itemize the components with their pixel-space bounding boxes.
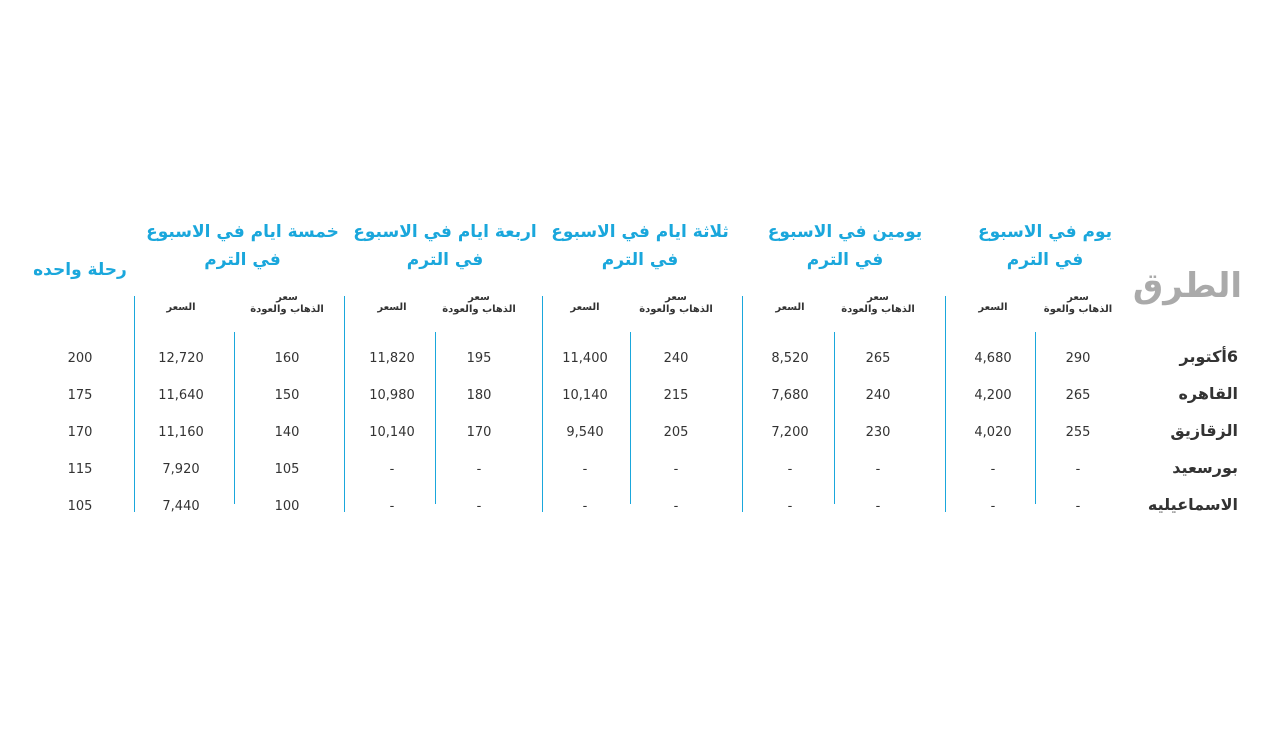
- subheader-line2: الذهاب والعوة: [1043, 304, 1113, 315]
- table-cell: 10,140: [562, 388, 608, 403]
- table-cell: -: [1075, 499, 1081, 514]
- table-cell: 9,540: [566, 425, 604, 440]
- plan-title-line1: يومين في الاسبوع: [767, 222, 923, 242]
- table-cell: 215: [663, 388, 689, 403]
- table-cell: 170: [67, 425, 93, 440]
- plan-title-line2: في الترم: [1006, 250, 1084, 270]
- table-cell: 11,640: [158, 388, 204, 403]
- subheader-line1: سعر: [867, 292, 889, 303]
- table-cell: 200: [67, 351, 93, 366]
- table-cell: -: [787, 462, 793, 477]
- price-header: السعر: [166, 302, 196, 313]
- table-cell: 240: [865, 388, 891, 403]
- table-cell: 4,020: [974, 425, 1012, 440]
- table-cell: 100: [274, 499, 300, 514]
- table-cell: 11,160: [158, 425, 204, 440]
- table-cell: 265: [865, 351, 891, 366]
- subheader-line2: الذهاب والعودة: [639, 304, 713, 315]
- round-trip-price-header: [237, 292, 337, 316]
- column-divider: [234, 332, 235, 504]
- table-cell: -: [875, 499, 881, 514]
- table-cell: 12,720: [158, 351, 204, 366]
- table-cell: -: [787, 499, 793, 514]
- plan-title-line2: في الترم: [406, 250, 484, 270]
- round-trip-price-header: [1028, 292, 1128, 316]
- route-name: الاسماعيليه: [1147, 495, 1238, 514]
- table-cell: -: [1075, 462, 1081, 477]
- route-name: الزقازيق: [1170, 421, 1238, 440]
- plan-title-line2: في الترم: [204, 250, 281, 270]
- plan-divider: [542, 296, 543, 512]
- table-cell: 175: [67, 388, 93, 403]
- plan-divider: [742, 296, 743, 512]
- table-cell: 170: [466, 425, 492, 440]
- plan-divider: [945, 296, 946, 512]
- price-header: السعر: [978, 302, 1008, 313]
- single-trip-header: رحلة واحده: [33, 260, 127, 280]
- column-divider: [435, 332, 436, 504]
- plan-title-line1: خمسة ايام في الاسبوع: [146, 222, 339, 242]
- column-divider: [834, 332, 835, 504]
- table-cell: 8,520: [771, 351, 809, 366]
- plan-title-line1: يوم في الاسبوع: [977, 222, 1113, 242]
- table-cell: 7,200: [771, 425, 809, 440]
- table-cell: -: [990, 499, 996, 514]
- subheader-line1: سعر: [1067, 292, 1089, 303]
- table-cell: 265: [1065, 388, 1091, 403]
- price-header: السعر: [775, 302, 805, 313]
- table-cell: 115: [67, 462, 93, 477]
- plan-header-1: [960, 218, 1130, 274]
- subheader-line2: الذهاب والعودة: [841, 304, 915, 315]
- price-header: السعر: [377, 302, 407, 313]
- table-cell: 150: [274, 388, 300, 403]
- table-cell: 11,820: [369, 351, 415, 366]
- plan-header-5: [145, 218, 340, 274]
- table-cell: 195: [466, 351, 492, 366]
- table-cell: 11,400: [562, 351, 608, 366]
- price-header: السعر: [570, 302, 600, 313]
- column-divider: [1035, 332, 1036, 504]
- table-cell: -: [389, 462, 395, 477]
- table-cell: 10,140: [369, 425, 415, 440]
- table-cell: 160: [274, 351, 300, 366]
- table-cell: 10,980: [369, 388, 415, 403]
- table-cell: 105: [274, 462, 300, 477]
- plan-header-2: [755, 218, 935, 274]
- table-cell: 240: [663, 351, 689, 366]
- subheader-line1: سعر: [276, 292, 298, 303]
- table-cell: -: [673, 499, 679, 514]
- table-cell: -: [582, 499, 588, 514]
- table-cell: -: [990, 462, 996, 477]
- round-trip-price-header: [626, 292, 726, 316]
- subheader-line2: الذهاب والعودة: [442, 304, 516, 315]
- plan-title-line1: اربعة ايام في الاسبوع: [353, 222, 537, 242]
- table-cell: 7,920: [162, 462, 200, 477]
- plan-header-4: [350, 218, 540, 274]
- table-cell: -: [476, 499, 482, 514]
- plan-divider: [134, 296, 135, 512]
- route-name: القاهره: [1178, 384, 1238, 403]
- round-trip-price-header: [828, 292, 928, 316]
- table-cell: 7,440: [162, 499, 200, 514]
- table-cell: -: [476, 462, 482, 477]
- table-cell: -: [673, 462, 679, 477]
- routes-header: الطرق: [1132, 266, 1242, 306]
- subheader-line1: سعر: [468, 292, 490, 303]
- table-cell: 290: [1065, 351, 1091, 366]
- plan-header-3: [545, 218, 735, 274]
- round-trip-price-header: [429, 292, 529, 316]
- subheader-line2: الذهاب والعودة: [250, 304, 324, 315]
- table-cell: -: [389, 499, 395, 514]
- table-cell: -: [875, 462, 881, 477]
- plan-divider: [344, 296, 345, 512]
- table-cell: -: [582, 462, 588, 477]
- plan-title-line2: في الترم: [601, 250, 679, 270]
- table-cell: 105: [67, 499, 93, 514]
- table-cell: 205: [663, 425, 689, 440]
- route-name: 6أكتوبر: [1179, 347, 1238, 366]
- column-divider: [630, 332, 631, 504]
- subheader-line1: سعر: [665, 292, 687, 303]
- route-name: بورسعيد: [1172, 458, 1238, 477]
- table-cell: 4,680: [974, 351, 1012, 366]
- table-cell: 4,200: [974, 388, 1012, 403]
- table-cell: 7,680: [771, 388, 809, 403]
- table-cell: 230: [865, 425, 891, 440]
- table-cell: 255: [1065, 425, 1091, 440]
- plan-title-line2: في الترم: [806, 250, 884, 270]
- table-cell: 140: [274, 425, 300, 440]
- table-cell: 180: [466, 388, 492, 403]
- plan-title-line1: ثلاثة ايام في الاسبوع: [551, 222, 729, 242]
